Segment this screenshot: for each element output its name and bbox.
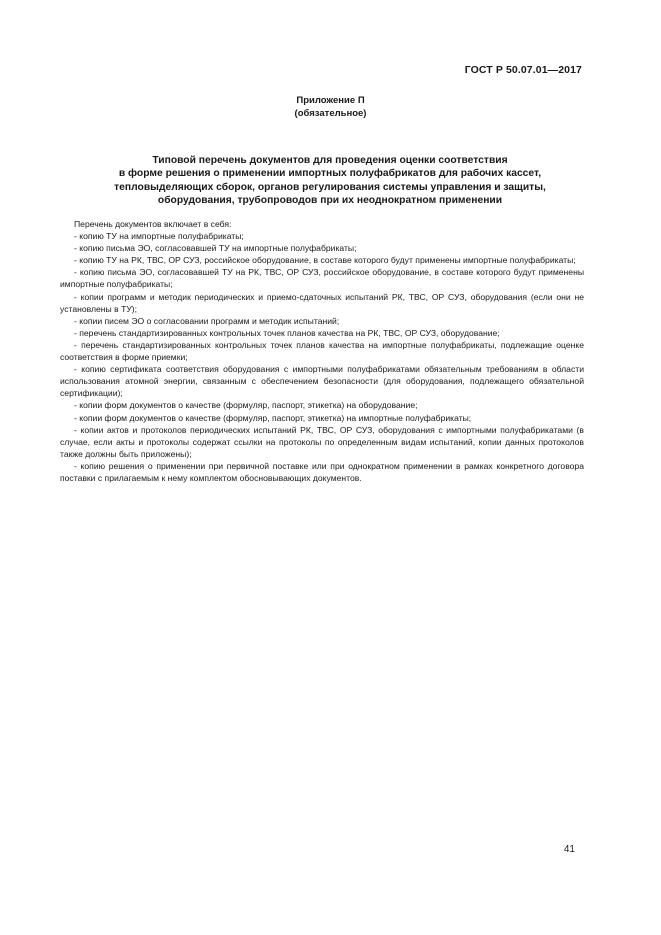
annex-label: Приложение П	[296, 95, 365, 106]
list-item: - перечень стандартизированных контрольных точек планов качества на импортные полуфабрикаты, подлежащие оценке соответствия в форме приемки;	[60, 339, 584, 363]
list-item: - копию сертификата соответствия оборудования с импортными полуфабрикатами обязательным требованиям в области использования атомной энергии, связанным с обеспечением безопасности (для оборудования, подлежащего обязательной сертификации);	[60, 364, 584, 399]
list-item: - копию решения о применении при первичной поставке или при однократном применении в рамках конкретного договора поставки с прилагаемым к нему комплектом обосновывающих документов.	[60, 460, 584, 483]
title-line: Типовой перечень документов для проведения оценки соответствия	[152, 155, 508, 166]
title-line: оборудования, трубопроводов при их неоднократном применении	[157, 195, 503, 207]
list-item: - перечень стандартизированных контрольных точек планов качества на РК, ТВС, ОР СУЗ, оборудование;	[74, 327, 500, 338]
title-line: тепловыделяющих сборок, органов регулирования системы управления и защиты,	[114, 181, 546, 193]
list-item: - копию письма ЭО, согласовавшей ТУ на импортные полуфабрикаты;	[74, 243, 357, 254]
list-item: - копию ТУ на РК, ТВС, ОР СУЗ, российское оборудование, в составе которого будут применены импортные полуфабрикаты;	[74, 255, 576, 266]
list-item: - копии форм документов о качестве (формуляр, паспорт, этикетка) на импортные полуфабрикаты;	[74, 412, 472, 423]
annex-heading	[0, 95, 661, 120]
title-line: в форме решения о применении импортных полуфабрикатов для рабочих кассет,	[118, 168, 542, 180]
list-item: - копии форм документов о качестве (формуляр, паспорт, этикетка) на оборудование;	[74, 400, 418, 411]
page-number: 41	[563, 844, 575, 855]
list-item: - копию письма ЭО, согласовавшей ТУ на РК, ТВС, ОР СУЗ, российское оборудование, в составе которого будут применены импортные полуфабрикаты;	[60, 267, 584, 290]
list-item: - копии программ и методик периодических и приемо-сдаточных испытаний РК, ТВС, ОР СУЗ, оборудования (если они не установлены в ТУ);	[60, 291, 584, 314]
document-code: ГОСТ Р 50.07.01—2017	[464, 64, 582, 76]
annex-title	[60, 154, 600, 208]
list-item: - копию ТУ на импортные полуфабрикаты;	[74, 231, 244, 242]
list-item: - копии актов и протоколов периодических испытаний РК, ТВС, ОР СУЗ, оборудования с импортными полуфабрикатами (в случае, если акты и протоколы содержат ссылки на протоколы по определенным видам испытаний, копии данных протоколов также должны быть приложены);	[60, 424, 584, 459]
list-item: - копии писем ЭО о согласовании программ и методик испытаний;	[74, 315, 340, 326]
list-intro: Перечень документов включает в себя:	[74, 219, 232, 229]
annex-status: (обязательное)	[294, 107, 367, 119]
document-list	[60, 218, 584, 484]
